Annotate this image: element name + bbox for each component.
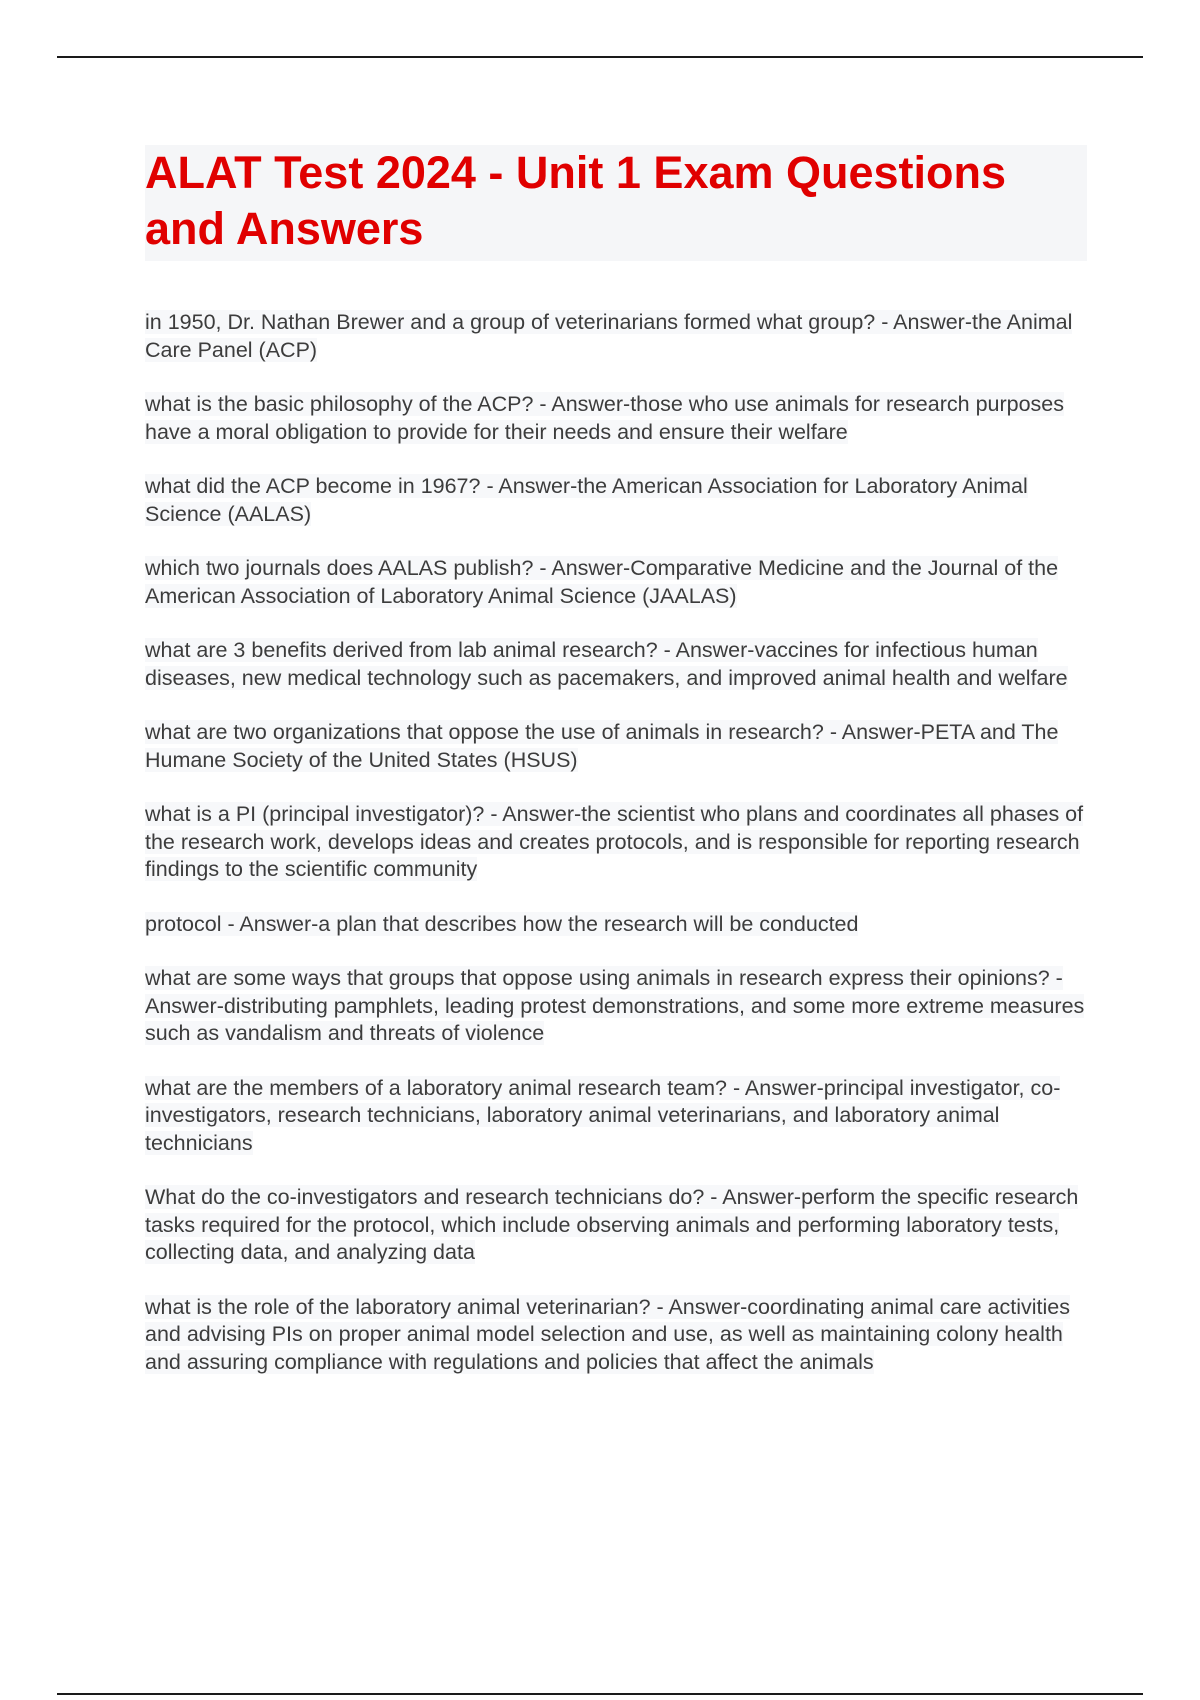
qa-item [145,391,1087,446]
qa-text: what is the role of the laboratory animal veterinarian? - Answer-coordinating animal care activities and advising PIs on proper animal model selection and use, as well as maintaining colony health and assuring compliance with regulations and policies that affect the animals [145,1294,1070,1374]
qa-text: protocol - Answer-a plan that describes how the research will be conducted [145,911,859,936]
qa-text: what are 3 benefits derived from lab animal research? - Answer-vaccines for infectious human diseases, new medical technology such as pacemakers, and improved animal health and welfare [145,638,1068,690]
qa-item [145,473,1087,528]
qa-item [145,801,1087,884]
qa-item [145,555,1087,610]
qa-item [145,719,1087,774]
qa-text: what did the ACP become in 1967? - Answer-the American Association for Laboratory Animal Science (AALAS) [145,474,1028,526]
title-block [145,145,1087,261]
qa-text: What do the co-investigators and research technicians do? - Answer-perform the specific research tasks required for the protocol, which include observing animals and performing laboratory tests, collecting data, and analyzing data [145,1185,1079,1264]
qa-text: what is a PI (principal investigator)? - Answer-the scientist who plans and coordinates all phases of the research work, develops ideas and creates protocols, and is responsible for reporting research findings to the scientific community [145,802,1084,881]
qa-text: what are two organizations that oppose the use of animals in research? - Answer-PETA and The Humane Society of the United States (HSUS) [145,720,1059,772]
bottom-rule [57,1693,1143,1695]
qa-item [145,637,1087,692]
qa-item [145,911,1087,939]
document-body [145,145,1087,1403]
document-title: ALAT Test 2024 - Unit 1 Exam Questions and Answers [145,147,1007,254]
qa-item [145,1294,1087,1377]
qa-item [145,309,1087,364]
qa-item [145,1075,1087,1158]
qa-text: in 1950, Dr. Nathan Brewer and a group of veterinarians formed what group? - Answer-the Animal Care Panel (ACP) [145,310,1073,362]
qa-text: what are the members of a laboratory animal research team? - Answer-principal investigator, co-investigators, research technicians, laboratory animal veterinarians, and laboratory animal technicians [145,1075,1061,1155]
qa-list [145,309,1087,1376]
qa-item [145,1184,1087,1267]
qa-text: what is the basic philosophy of the ACP? - Answer-those who use animals for research purposes have a moral obligation to provide for their needs and ensure their welfare [145,392,1065,444]
qa-item [145,965,1087,1048]
qa-text: which two journals does AALAS publish? - Answer-Comparative Medicine and the Journal of the American Association of Laboratory Animal Science (JAALAS) [145,556,1059,608]
top-rule [57,56,1143,58]
qa-text: what are some ways that groups that oppose using animals in research express their opinions? - Answer-distributing pamphlets, leading protest demonstrations, and some more extreme measures such as vandalism and threats of violence [145,966,1085,1045]
